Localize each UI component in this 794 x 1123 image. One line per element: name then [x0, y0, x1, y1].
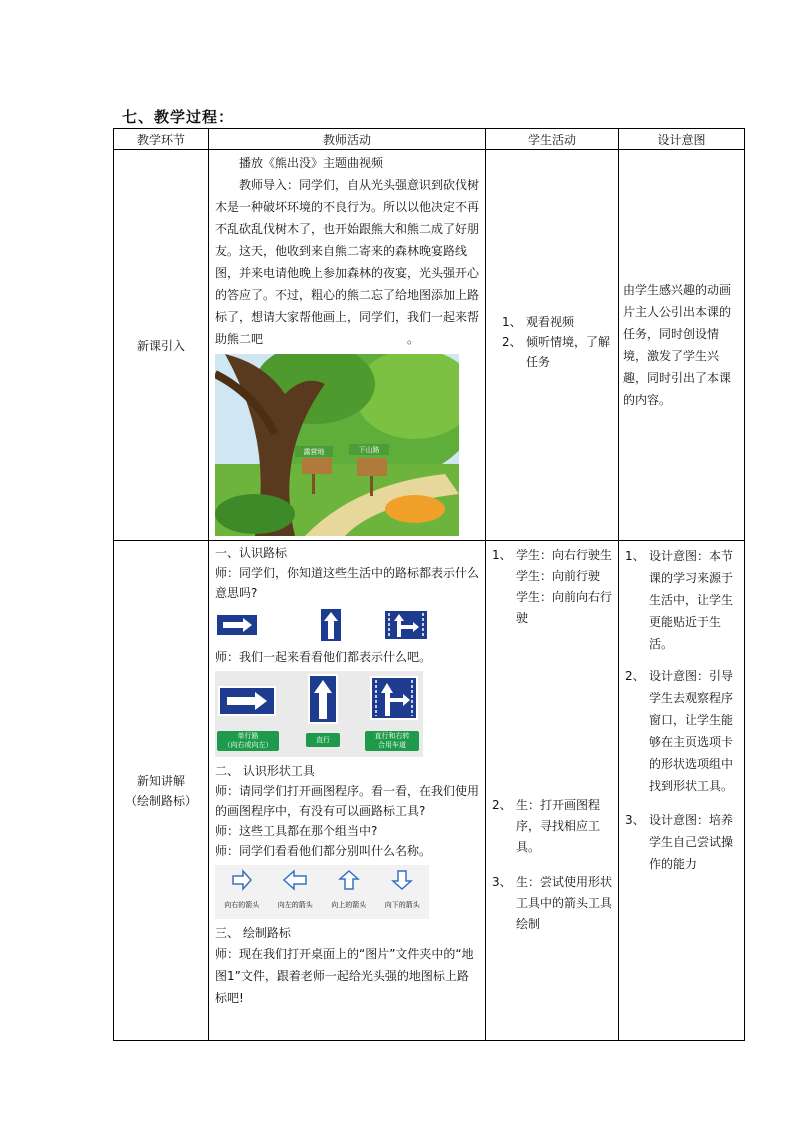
- part3-text: 师：现在我们打开桌面上的“图片”文件夹中的“地图1”文件，跟着老师一起给光头强的地图标上路标吧!: [215, 947, 474, 1005]
- student-cell: [486, 150, 619, 541]
- stage-cell: [114, 150, 209, 541]
- list-item: 2、 设计意图：引导学生去观察程序窗口，让学生能够在主页选项卡的形状选项组中找到形状工具。: [625, 669, 734, 793]
- intent-cell: [619, 541, 745, 1041]
- list-item: 3、 生：尝试使用形状工具中的箭头工具绘制: [492, 875, 613, 931]
- right-arrow-sign-icon: [215, 613, 259, 637]
- list-item: 2、 生：打开画图程序，寻找相应工具。: [492, 798, 601, 854]
- teacher-cell: [209, 150, 486, 541]
- teaching-process-table: [113, 128, 745, 1041]
- stage-sublabel: （绘制路标）: [124, 793, 197, 808]
- list-item: 1、 观看视频: [502, 315, 575, 329]
- teacher-line: 教师导入：同学们，自从光头强意识到砍伐树木是一种破坏环境的不良行为。所以以他决定不再不乱砍乱伐树木了，也开始跟熊大和熊二成了好朋友。这天，他收到来自熊二寄来的森林晚宴路线图，并来电请他晚上参加森林的夜宴，光头强开心的答应了。不过，粗心的熊二忘了给地图添加上路标了，想请大家帮他画上，同学们，我们一起来帮助熊二吧 。: [215, 178, 480, 346]
- road-signs-row: [215, 607, 479, 643]
- stage-label: 新知讲解: [136, 773, 185, 788]
- svg-text:下山路: 下山路: [358, 446, 380, 454]
- section-heading: 七、教学过程：: [122, 108, 235, 126]
- list-item: 1、 设计意图：本节课的学习来源于生活中，让学生更能贴近于生活。: [625, 549, 734, 651]
- straight-right-lane-sign-icon: [383, 609, 429, 641]
- part2-line: 师：同学们看看他们都分别叫什么名称。: [215, 844, 432, 858]
- right-arrow-icon: [231, 869, 253, 891]
- sign-label: 直行和右转 合用车道: [365, 731, 419, 751]
- teacher-line: 播放《熊出没》主题曲视频: [239, 156, 384, 170]
- up-arrow-icon: [338, 869, 360, 891]
- part2-title: 二、 认识形状工具: [215, 764, 315, 778]
- header-intent: 设计意图: [619, 129, 745, 150]
- part1-question: 师：同学们，你知道这些生活中的路标都表示什么意思吗?: [215, 566, 480, 600]
- student-cell: [486, 541, 619, 1041]
- header-teacher: 教师活动: [209, 129, 486, 150]
- part1-answer: 师：我们一起来看看他们都表示什么吧。: [215, 650, 432, 664]
- stage-label: 新课引入: [136, 338, 185, 353]
- part3-title: 三、 绘制路标: [215, 926, 291, 940]
- sign-label: 直行: [306, 733, 340, 747]
- header-student: 学生活动: [486, 129, 619, 150]
- list-item: 1、 学生：向右行驶生 学生：向前行驶 学生：向前向右行驶: [492, 548, 613, 625]
- list-item: 3、 设计意图：培养学生自己尝试操作的能力: [625, 813, 734, 871]
- header-stage: 教学环节: [114, 129, 209, 150]
- left-arrow-icon: [282, 869, 308, 891]
- right-arrow-shape: 向右的箭头: [216, 869, 268, 915]
- svg-text:露营地: 露营地: [303, 448, 325, 456]
- table-row: [114, 150, 745, 541]
- forest-scene-image: [215, 354, 459, 536]
- list-item: 2、 倾听情境，了解任务: [502, 335, 611, 369]
- intent-text: 由学生感兴趣的动画片主人公引出本课的任务，同时创设情境，激发了学生兴趣，同时引出了本课的内容。: [623, 283, 732, 407]
- part2-line: 师：这些工具都在那个组当中?: [215, 824, 378, 838]
- part2-line: 师：请同学们打开画图程序。看一看，在我们使用的画图程序中，有没有可以画路标工具?: [215, 784, 480, 818]
- stage-cell: [114, 541, 209, 1041]
- part1-title: 一、认识路标: [215, 546, 288, 560]
- down-arrow-shape: 向下的箭头: [376, 869, 428, 915]
- sign-label: 单行路 （向右或向左）: [217, 731, 279, 751]
- arrow-shapes-panel: [215, 865, 429, 919]
- straight-arrow-sign-icon: [319, 607, 343, 643]
- intent-cell: [619, 150, 745, 541]
- table-row: [114, 541, 745, 1041]
- down-arrow-icon: [391, 869, 413, 891]
- left-arrow-shape: 向左的箭头: [269, 869, 321, 915]
- teacher-cell: [209, 541, 486, 1041]
- road-signs-panel: [215, 671, 423, 757]
- up-arrow-shape: 向上的箭头: [323, 869, 375, 915]
- table-header-row: [114, 129, 745, 150]
